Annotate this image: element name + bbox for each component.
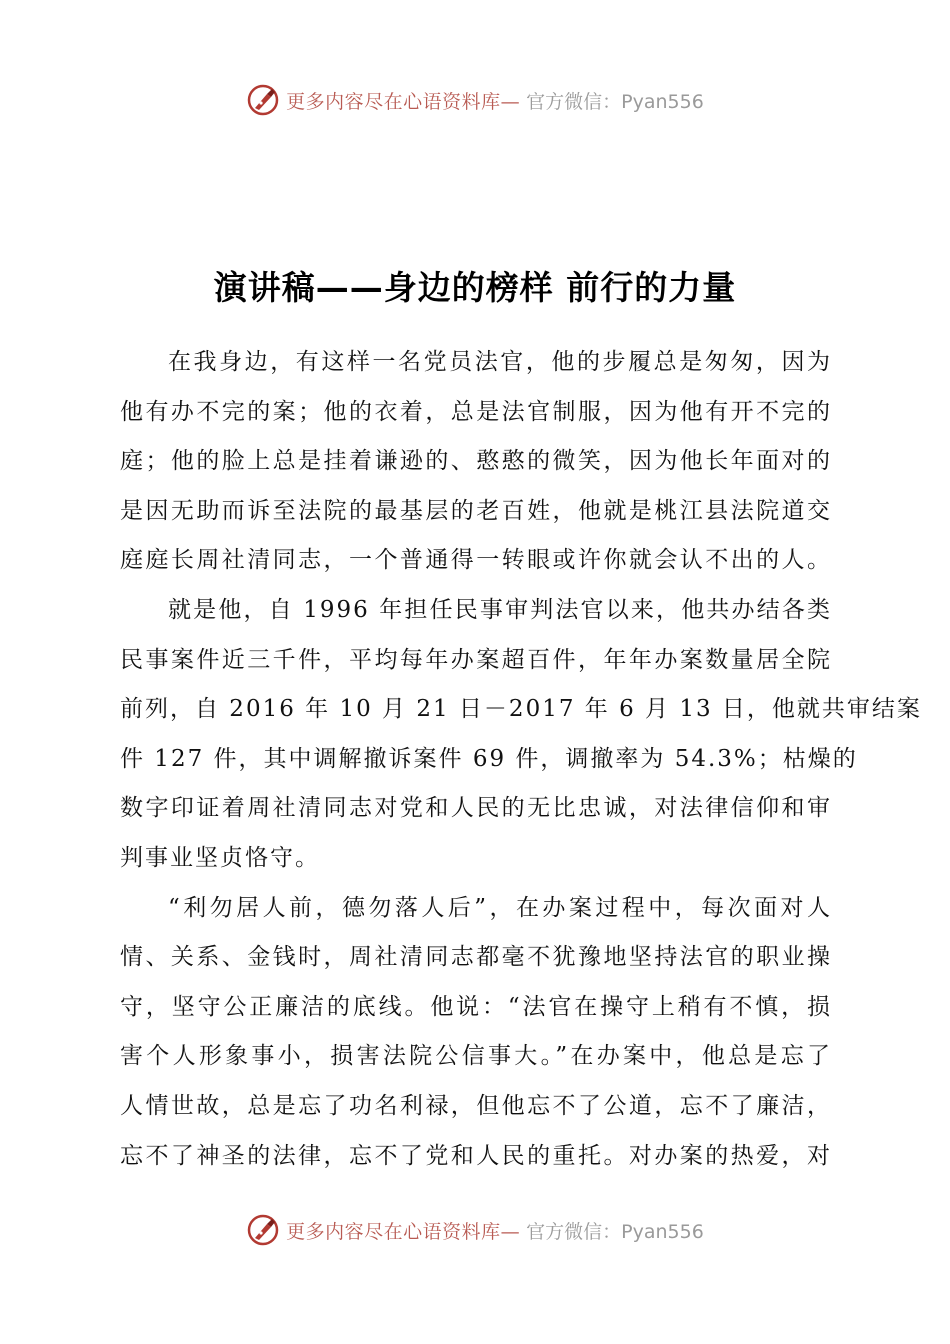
text-line: 是因无助而诉至法院的最基层的老百姓，他就是桃江县法院道交 <box>120 497 832 524</box>
text-line: 民事案件近三千件，平均每年办案超百件，年年办案数量居全院 <box>120 646 832 673</box>
document-body <box>120 338 922 1181</box>
paragraph <box>120 884 832 1182</box>
text-line: “利勿居人前，德勿落人后”，在办案过程中，每次面对人 <box>168 894 832 921</box>
header-banner <box>0 80 950 120</box>
banner-wechat-text: 官方微信：Pyan556 <box>526 1220 704 1243</box>
pen-nib-logo-icon <box>246 1213 280 1247</box>
text-line: 他有办不完的案；他的衣着，总是法官制服，因为他有开不完的 <box>120 398 832 425</box>
paragraph <box>120 338 832 586</box>
text-line: 前列，自 2016 年 10 月 21 日－2017 年 6 月 13 日，他就共审结案 <box>120 696 922 723</box>
text-line: 情、关系、金钱时，周社清同志都毫不犹豫地坚持法官的职业操 <box>120 944 832 971</box>
banner-text: 更多内容尽在心语资料库— <box>286 1220 521 1243</box>
text-line: 害个人形象事小，损害法院公信事大。”在办案中，他总是忘了 <box>120 1043 832 1070</box>
pen-nib-logo-icon <box>246 83 280 117</box>
text-line: 人情世故，总是忘了功名利禄，但他忘不了公道，忘不了廉洁， <box>120 1092 832 1119</box>
banner-wechat-text: 官方微信：Pyan556 <box>526 90 704 113</box>
text-line: 守，坚守公正廉洁的底线。他说：“法官在操守上稍有不慎，损 <box>120 993 832 1020</box>
banner-text: 更多内容尽在心语资料库— <box>286 90 521 113</box>
page-title: 演讲稿——身边的榜样 前行的力量 <box>213 268 737 307</box>
text-line: 庭；他的脸上总是挂着谦逊的、憨憨的微笑，因为他长年面对的 <box>120 448 832 475</box>
text-line: 件 127 件，其中调解撤诉案件 69 件，调撤率为 54.3%；枯燥的 <box>120 745 858 772</box>
footer-banner <box>0 1210 950 1250</box>
text-line: 忘不了神圣的法律，忘不了党和人民的重托。对办案的热爱，对 <box>120 1142 832 1169</box>
text-line: 数字印证着周社清同志对党和人民的无比忠诚，对法律信仰和审 <box>120 795 832 822</box>
paragraph <box>120 586 922 884</box>
text-line: 就是他，自 1996 年担任民事审判法官以来，他共办结各类 <box>168 596 832 623</box>
text-line: 庭庭长周社清同志，一个普通得一转眼或许你就会认不出的人。 <box>120 547 832 574</box>
text-line: 在我身边，有这样一名党员法官，他的步履总是匆匆，因为 <box>168 349 832 375</box>
text-line: 判事业坚贞恪守。 <box>120 844 320 871</box>
